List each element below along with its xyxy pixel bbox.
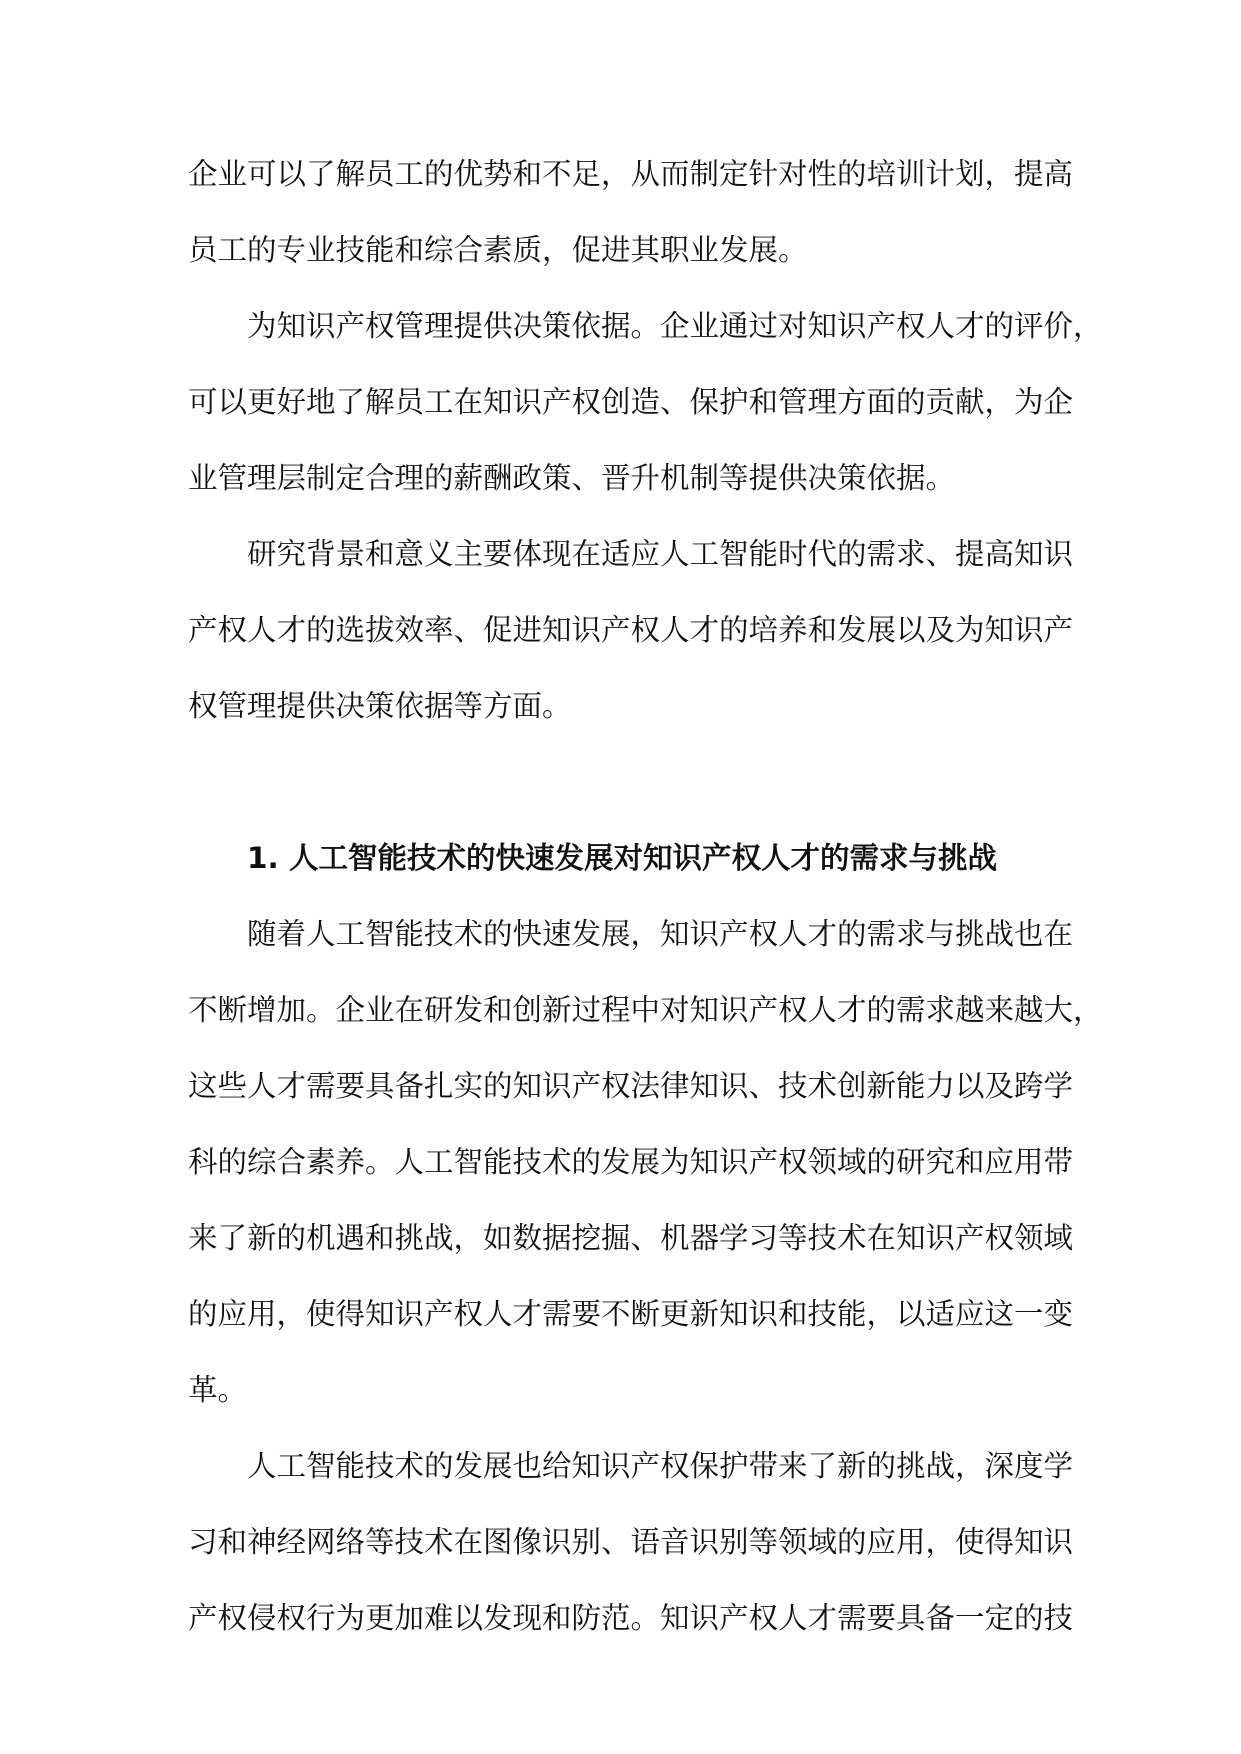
paragraph-line: 可以更好地了解员工在知识产权创造、保护和管理方面的贡献，为企 bbox=[188, 385, 1074, 419]
paragraph-line: 随着人工智能技术的快速发展，知识产权人才的需求与挑战也在 bbox=[247, 917, 1074, 951]
paragraph-line: 权管理提供决策依据等方面。 bbox=[188, 689, 572, 723]
paragraph-line: 科的综合素养。人工智能技术的发展为知识产权领域的研究和应用带 bbox=[188, 1145, 1074, 1179]
paragraph-line: 研究背景和意义主要体现在适应人工智能时代的需求、提高知识 bbox=[247, 537, 1074, 571]
paragraph-line: 员工的专业技能和综合素质，促进其职业发展。 bbox=[188, 233, 808, 267]
paragraph-line: 的应用，使得知识产权人才需要不断更新知识和技能，以适应这一变 bbox=[188, 1297, 1074, 1331]
paragraph-line: 这些人才需要具备扎实的知识产权法律知识、技术创新能力以及跨学 bbox=[188, 1069, 1074, 1103]
paragraph-line: 革。 bbox=[188, 1373, 248, 1407]
paragraph-line: 企业可以了解员工的优势和不足，从而制定针对性的培训计划，提高 bbox=[188, 157, 1074, 191]
section-heading: 1. 人工智能技术的快速发展对知识产权人才的需求与挑战 bbox=[247, 841, 998, 875]
paragraph-line: 产权人才的选拔效率、促进知识产权人才的培养和发展以及为知识产 bbox=[188, 613, 1074, 647]
paragraph-line: 产权侵权行为更加难以发现和防范。知识产权人才需要具备一定的技 bbox=[188, 1601, 1074, 1635]
paragraph-line: 人工智能技术的发展也给知识产权保护带来了新的挑战，深度学 bbox=[247, 1449, 1074, 1483]
paragraph-line: 为知识产权管理提供决策依据。企业通过对知识产权人才的评价， bbox=[247, 309, 1103, 343]
paragraph-line: 业管理层制定合理的薪酬政策、晋升机制等提供决策依据。 bbox=[188, 461, 956, 495]
paragraph-line: 来了新的机遇和挑战，如数据挖掘、机器学习等技术在知识产权领域 bbox=[188, 1221, 1074, 1255]
section-spacer bbox=[188, 744, 1054, 820]
paragraph-line: 不断增加。企业在研发和创新过程中对知识产权人才的需求越来越大， bbox=[188, 993, 1103, 1027]
paragraph-line: 习和神经网络等技术在图像识别、语音识别等领域的应用，使得知识 bbox=[188, 1525, 1074, 1559]
document-page bbox=[188, 136, 1103, 1656]
